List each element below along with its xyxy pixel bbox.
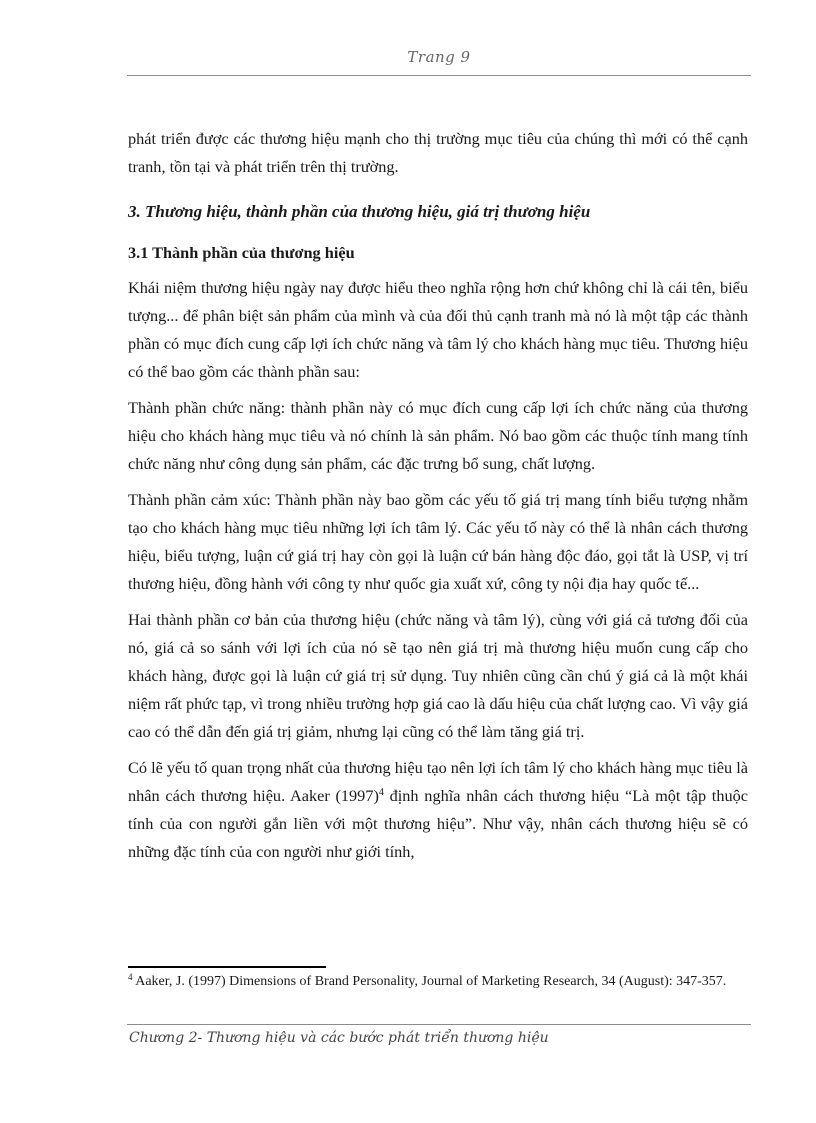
footnote-marker: 4 [128,972,133,982]
paragraph-brand-personality [128,754,748,866]
footnote-reference: 4 [378,787,384,798]
paragraph-brand-concept: Khái niệm thương hiệu ngày nay được hiểu theo nghĩa rộng hơn chứ không chỉ là cái tên, biểu tượng... để phân biệt sản phẩm của mình và của đối thủ cạnh tranh mà nó là một tập các thành phần có mục đích cung cấp lợi ích chức năng và tâm lý cho khách hàng mục tiêu. Thương hiệu có thể bao gồm các thành phần sau: [128,278,748,381]
paragraph-emotional-component: Thành phần cảm xúc: Thành phần này bao gồm các yếu tố giá trị mang tính biểu tượng nhằm tạo cho khách hàng mục tiêu những lợi ích tâm lý. Các yếu tố này có thể là nhân cách thương hiệu, biểu tượng, luận cứ giá trị hay còn gọi là luận cứ bán hàng độc đáo, gọi tắt là USP, vị trí thương hiệu, đồng hành với công ty như quốc gia xuất xứ, công ty nội địa hay quốc tế... [128,490,748,593]
paragraph-continuation: phát triển được các thương hiệu mạnh cho thị trường mục tiêu của chúng thì mới có thể cạnh tranh, tồn tại và phát triển trên thị trường. [128,129,748,176]
section-heading: 3. Thương hiệu, thành phần của thương hiệu, giá trị thương hiệu [128,202,591,221]
header-divider [127,75,751,76]
page-body [128,125,748,874]
paragraph-functional-component: Thành phần chức năng: thành phần này có mục đích cung cấp lợi ích chức năng của thương hiệu cho khách hàng mục tiêu và nó chính là sản phẩm. Nó bao gồm các thuộc tính mang tính chức năng như công dụng sản phẩm, các đặc trưng bổ sung, chất lượng. [128,398,748,473]
page-footer: Chương 2- Thương hiệu và các bước phát triển thương hiệu [129,1030,549,1046]
subsection-heading: 3.1 Thành phần của thương hiệu [128,243,355,262]
paragraph-value-proposition: Hai thành phần cơ bản của thương hiệu (chức năng và tâm lý), cùng với giá cả tương đối của nó, giá cả so sánh với lợi ích của nó sẽ tạo nên giá trị mà thương hiệu muốn cung cấp cho khách hàng, được gọi là luận cứ giá trị sử dụng. Tuy nhiên cũng cần chú ý giá cả là một khái niệm rất phức tạp, vì trong nhiều trường hợp giá cao là dấu hiệu của chất lượng cao. Vì vậy giá cao có thể dẫn đến giá trị giảm, nhưng lại cũng có thể làm tăng giá trị. [128,610,748,741]
footnote [128,972,748,992]
footnote-text: Aaker, J. (1997) Dimensions of Brand Personality, Journal of Marketing Research, 34 (August): 347-357. [132,974,727,989]
footer-divider [127,1024,751,1025]
page-header: Trang 9 [407,48,471,66]
paragraph-text: Có lẽ yếu tố quan trọng nhất của thương hiệu tạo nên lợi ích tâm lý cho khách hàng mục tiêu là nhân cách thương hiệu. Aaker (1997) [128,758,748,805]
paragraph-text: định nghĩa nhân cách thương hiệu “Là một tập thuộc tính của con người gắn liền với một thương hiệu”. Như vậy, nhân cách thương hiệu sẽ có những đặc tính của con người như giới tính, [128,786,748,861]
footnote-divider [128,966,326,968]
